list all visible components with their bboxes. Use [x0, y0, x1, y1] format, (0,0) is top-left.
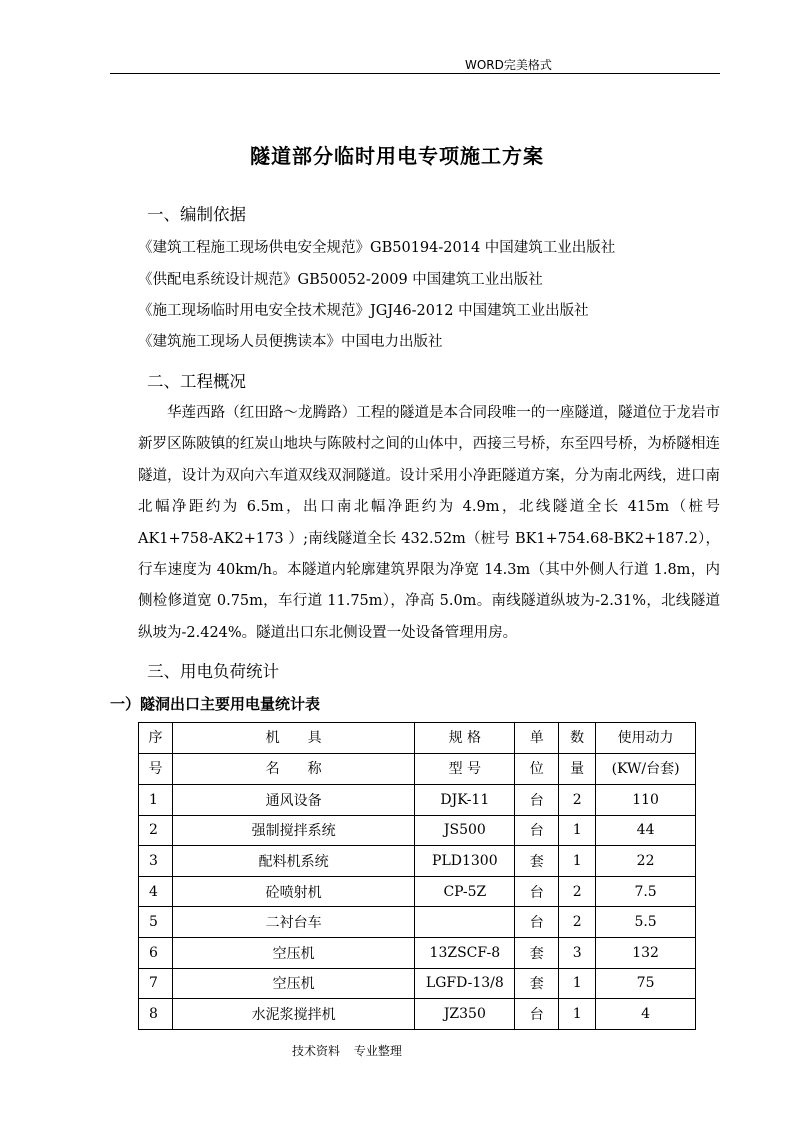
table-cell: 1	[559, 968, 596, 999]
table-cell: 强制搅拌系统	[172, 815, 414, 846]
table-cell: 110	[596, 785, 696, 816]
table-cell: 台	[515, 999, 559, 1030]
table-cell: 台	[515, 907, 559, 938]
header-cell: 单	[515, 723, 559, 754]
table-header-row	[139, 723, 696, 754]
table-cell: 22	[596, 846, 696, 877]
table-cell: 配料机系统	[172, 846, 414, 877]
table-header-row	[139, 754, 696, 785]
table-cell: 4	[596, 999, 696, 1030]
table-cell: 水泥浆搅拌机	[172, 999, 414, 1030]
table-cell: JS500	[415, 815, 515, 846]
table-row	[139, 815, 696, 846]
table-row	[139, 785, 696, 816]
table-cell: CP-5Z	[415, 876, 515, 907]
table-cell: 套	[515, 846, 559, 877]
header-cell: 数	[559, 723, 596, 754]
reference-item: 《建筑施工现场人员便携读本》中国电力出版社	[138, 334, 443, 350]
table-cell: 台	[515, 785, 559, 816]
power-load-table	[138, 722, 696, 1030]
table-caption: 一）隧洞出口主要用电量统计表	[110, 695, 321, 713]
reference-item: 《施工现场临时用电安全技术规范》JGJ46-2012 中国建筑工业出版社	[138, 303, 589, 319]
table-row	[139, 907, 696, 938]
header-cell: 名 称	[172, 754, 414, 785]
table-cell: 6	[139, 937, 173, 968]
table-cell: 5	[139, 907, 173, 938]
header-cell: 使用动力	[596, 723, 696, 754]
table-cell: 1	[139, 785, 173, 816]
header-cell: 位	[515, 754, 559, 785]
document-title: 隧道部分临时用电专项施工方案	[250, 144, 544, 168]
table-cell: 砼喷射机	[172, 876, 414, 907]
table-cell: LGFD-13/8	[415, 968, 515, 999]
table-cell: 空压机	[172, 968, 414, 999]
table-row	[139, 846, 696, 877]
header-cell: 机 具	[172, 723, 414, 754]
table-cell: 8	[139, 999, 173, 1030]
table-cell: 1	[559, 999, 596, 1030]
table-cell: 2	[559, 907, 596, 938]
header-cell: 规 格	[415, 723, 515, 754]
table-cell: 7	[139, 968, 173, 999]
reference-item: 《供配电系统设计规范》GB50052-2009 中国建筑工业出版社	[138, 272, 543, 288]
table-cell: 2	[139, 815, 173, 846]
header-cell: 序	[139, 723, 173, 754]
table-cell: 套	[515, 968, 559, 999]
table-cell: 2	[559, 876, 596, 907]
header-cell: 量	[559, 754, 596, 785]
page-header-text: WORD完美格式	[465, 58, 552, 72]
header-cell: 型 号	[415, 754, 515, 785]
table-cell: 二衬台车	[172, 907, 414, 938]
overview-paragraph: 华莲西路（红田路～龙腾路）工程的隧道是本合同段唯一的一座隧道，隧道位于龙岩市新罗区陈陂镇的红炭山地块与陈陂村之间的山体中，西接三号桥，东至四号桥，为桥隧相连隧道，设计为双向六车道双线双洞隧道。设计采用小净距隧道方案，分为南北两线，进口南北幅净距约为 6.5m，出口南北幅净距约为 4.9m，北线隧道全长 415m（桩号 AK1+758-AK2+173 ）;南线隧道全长 432.52m（桩号 BK1+754.68-BK2+187.2），行车速度为 40km/h。本隧道内轮廓建筑界限为净宽 14.3m（其中外侧人行道 1.8m，内侧检修道宽 0.75m，车行道 11.75m），净高 5.0m。南线隧道纵坡为-2.31%，北线隧道纵坡为-2.424%。隧道出口东北侧设置一处设备管理用房。	[138, 405, 720, 641]
section-heading-load: 三、用电负荷统计	[147, 662, 279, 681]
table-row	[139, 999, 696, 1030]
table-cell: 1	[559, 815, 596, 846]
table-cell: 台	[515, 876, 559, 907]
section-heading-overview: 二、工程概况	[147, 372, 246, 391]
reference-item: 《建筑工程施工现场供电安全规范》GB50194-2014 中国建筑工业出版社	[138, 240, 616, 256]
table-cell	[415, 907, 515, 938]
table-cell: 套	[515, 937, 559, 968]
table-cell: 3	[139, 846, 173, 877]
table-row	[139, 937, 696, 968]
table-cell: PLD1300	[415, 846, 515, 877]
table-cell: 4	[139, 876, 173, 907]
header-rule	[110, 73, 720, 74]
table-cell: 2	[559, 785, 596, 816]
page-footer-text: 技术资料 专业整理	[292, 1044, 402, 1058]
table-row	[139, 968, 696, 999]
table-row	[139, 876, 696, 907]
table-cell: JZ350	[415, 999, 515, 1030]
table-cell: 通风设备	[172, 785, 414, 816]
section-heading-basis: 一、编制依据	[147, 205, 246, 224]
table-cell: 1	[559, 846, 596, 877]
table-cell: DJK-11	[415, 785, 515, 816]
table-cell: 13ZSCF-8	[415, 937, 515, 968]
table-cell: 44	[596, 815, 696, 846]
header-cell: (KW/台套)	[596, 754, 696, 785]
table-cell: 75	[596, 968, 696, 999]
table-cell: 台	[515, 815, 559, 846]
table-cell: 5.5	[596, 907, 696, 938]
table-cell: 空压机	[172, 937, 414, 968]
table-cell: 7.5	[596, 876, 696, 907]
header-cell: 号	[139, 754, 173, 785]
table-cell: 132	[596, 937, 696, 968]
table-cell: 3	[559, 937, 596, 968]
